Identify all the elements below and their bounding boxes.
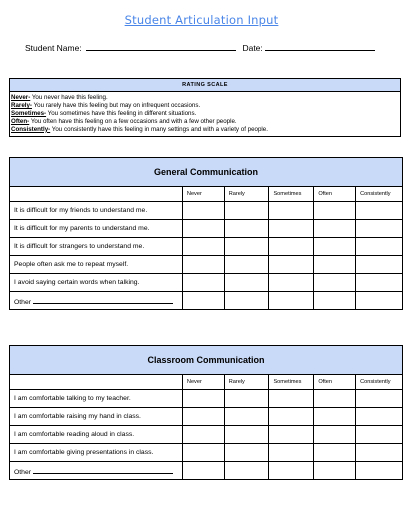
rating-cell[interactable] — [356, 202, 403, 220]
rating-cell[interactable] — [224, 202, 269, 220]
rating-cell[interactable] — [356, 426, 403, 444]
rating-cell[interactable] — [182, 274, 224, 292]
rating-cell[interactable] — [224, 426, 269, 444]
rating-cell[interactable] — [182, 292, 224, 310]
rating-cell[interactable] — [314, 408, 356, 426]
rating-cell[interactable] — [224, 408, 269, 426]
rating-cell[interactable] — [356, 462, 403, 480]
rating-item — [11, 126, 399, 134]
rating-cell[interactable] — [224, 238, 269, 256]
rating-scale-box — [9, 78, 401, 137]
option-header: Never — [182, 187, 224, 202]
general-communication-table — [9, 157, 403, 310]
rating-item — [11, 110, 399, 118]
rating-cell[interactable] — [269, 202, 314, 220]
option-header: Rarely — [224, 187, 269, 202]
rating-cell[interactable] — [269, 390, 314, 408]
rating-cell[interactable] — [314, 390, 356, 408]
other-label: Other — [14, 468, 31, 476]
other-field[interactable] — [10, 292, 183, 310]
student-info-fields — [25, 42, 375, 53]
rating-cell[interactable] — [356, 408, 403, 426]
rating-cell[interactable] — [182, 390, 224, 408]
rating-desc: You sometimes have this feeling in different situations. — [46, 109, 197, 117]
student-name-label: Student Name: — [25, 43, 82, 53]
table-row — [10, 220, 403, 238]
table-row — [10, 408, 403, 426]
rating-term: Never- — [11, 94, 31, 101]
rating-scale-list — [10, 92, 400, 136]
statement-label: I am comfortable talking to my teacher. — [10, 390, 183, 408]
rating-cell[interactable] — [356, 292, 403, 310]
statement-label: People often ask me to repeat myself. — [10, 256, 183, 274]
rating-cell[interactable] — [224, 390, 269, 408]
rating-term: Rarely- — [11, 101, 32, 109]
option-header-blank — [10, 187, 183, 202]
option-header: Sometimes — [269, 375, 314, 390]
classroom-communication-table — [9, 345, 403, 480]
rating-cell[interactable] — [224, 462, 269, 480]
other-field[interactable] — [10, 462, 183, 480]
rating-cell[interactable] — [182, 202, 224, 220]
rating-cell[interactable] — [314, 426, 356, 444]
rating-cell[interactable] — [356, 390, 403, 408]
table-row-other — [10, 462, 403, 480]
rating-cell[interactable] — [224, 256, 269, 274]
rating-cell[interactable] — [269, 256, 314, 274]
section-title: Classroom Communication — [10, 346, 403, 375]
rating-cell[interactable] — [314, 238, 356, 256]
rating-cell[interactable] — [224, 274, 269, 292]
rating-cell[interactable] — [224, 292, 269, 310]
rating-cell[interactable] — [269, 238, 314, 256]
rating-cell[interactable] — [314, 462, 356, 480]
rating-cell[interactable] — [314, 202, 356, 220]
rating-cell[interactable] — [314, 274, 356, 292]
rating-cell[interactable] — [224, 444, 269, 462]
rating-cell[interactable] — [356, 274, 403, 292]
statement-label: I avoid saying certain words when talking. — [10, 274, 183, 292]
table-row-other — [10, 292, 403, 310]
rating-term: Consistently- — [11, 125, 51, 133]
table-row — [10, 274, 403, 292]
statement-label: It is difficult for my parents to understand me. — [10, 220, 183, 238]
other-label: Other — [14, 298, 31, 306]
table-row — [10, 390, 403, 408]
table-row — [10, 444, 403, 462]
rating-cell[interactable] — [269, 292, 314, 310]
rating-cell[interactable] — [269, 274, 314, 292]
date-label: Date: — [242, 43, 263, 53]
option-header: Often — [314, 375, 356, 390]
rating-item — [11, 94, 399, 102]
rating-scale-heading: RATING SCALE — [10, 79, 400, 92]
option-header: Consistently — [356, 187, 403, 202]
rating-desc: You often have this feeling on a few occasions and with a few other people. — [29, 117, 237, 125]
rating-cell[interactable] — [356, 444, 403, 462]
option-header: Consistently — [356, 375, 403, 390]
rating-cell[interactable] — [182, 256, 224, 274]
rating-item — [11, 118, 399, 126]
statement-label: It is difficult for strangers to understand me. — [10, 238, 183, 256]
rating-cell[interactable] — [269, 220, 314, 238]
statement-label: I am comfortable giving presentations in class. — [10, 444, 183, 462]
rating-cell[interactable] — [314, 444, 356, 462]
statement-label: I am comfortable raising my hand in class. — [10, 408, 183, 426]
other-input-line[interactable] — [33, 466, 173, 474]
option-header: Rarely — [224, 375, 269, 390]
rating-cell[interactable] — [314, 220, 356, 238]
option-header-blank — [10, 375, 183, 390]
rating-cell[interactable] — [314, 292, 356, 310]
rating-cell[interactable] — [356, 220, 403, 238]
option-header: Never — [182, 375, 224, 390]
rating-cell[interactable] — [182, 444, 224, 462]
statement-label: I am comfortable reading aloud in class. — [10, 426, 183, 444]
section-title: General Communication — [10, 158, 403, 187]
rating-cell[interactable] — [182, 220, 224, 238]
rating-cell[interactable] — [356, 238, 403, 256]
rating-cell[interactable] — [356, 256, 403, 274]
rating-cell[interactable] — [269, 408, 314, 426]
table-row — [10, 426, 403, 444]
date-field[interactable] — [265, 42, 375, 51]
rating-cell[interactable] — [269, 444, 314, 462]
page-title: Student Articulation Input — [124, 13, 279, 27]
rating-cell[interactable] — [182, 238, 224, 256]
rating-desc: You consistently have this feeling in many settings and with a variety of people. — [50, 125, 268, 133]
rating-cell[interactable] — [182, 426, 224, 444]
rating-desc: You rarely have this feeling but may on infrequent occasions. — [31, 101, 201, 109]
rating-cell[interactable] — [269, 426, 314, 444]
rating-cell[interactable] — [269, 462, 314, 480]
other-input-line[interactable] — [33, 296, 173, 304]
rating-cell[interactable] — [182, 408, 224, 426]
table-row — [10, 256, 403, 274]
rating-cell[interactable] — [182, 462, 224, 480]
rating-desc: You never have this feeling. — [30, 94, 108, 101]
rating-cell[interactable] — [224, 220, 269, 238]
option-header: Sometimes — [269, 187, 314, 202]
table-row — [10, 238, 403, 256]
rating-term: Often- — [11, 117, 30, 125]
table-row — [10, 202, 403, 220]
statement-label: It is difficult for my friends to understand me. — [10, 202, 183, 220]
rating-term: Sometimes- — [11, 109, 47, 117]
rating-item — [11, 102, 399, 110]
rating-cell[interactable] — [314, 256, 356, 274]
student-name-field[interactable] — [86, 42, 236, 51]
option-header: Often — [314, 187, 356, 202]
